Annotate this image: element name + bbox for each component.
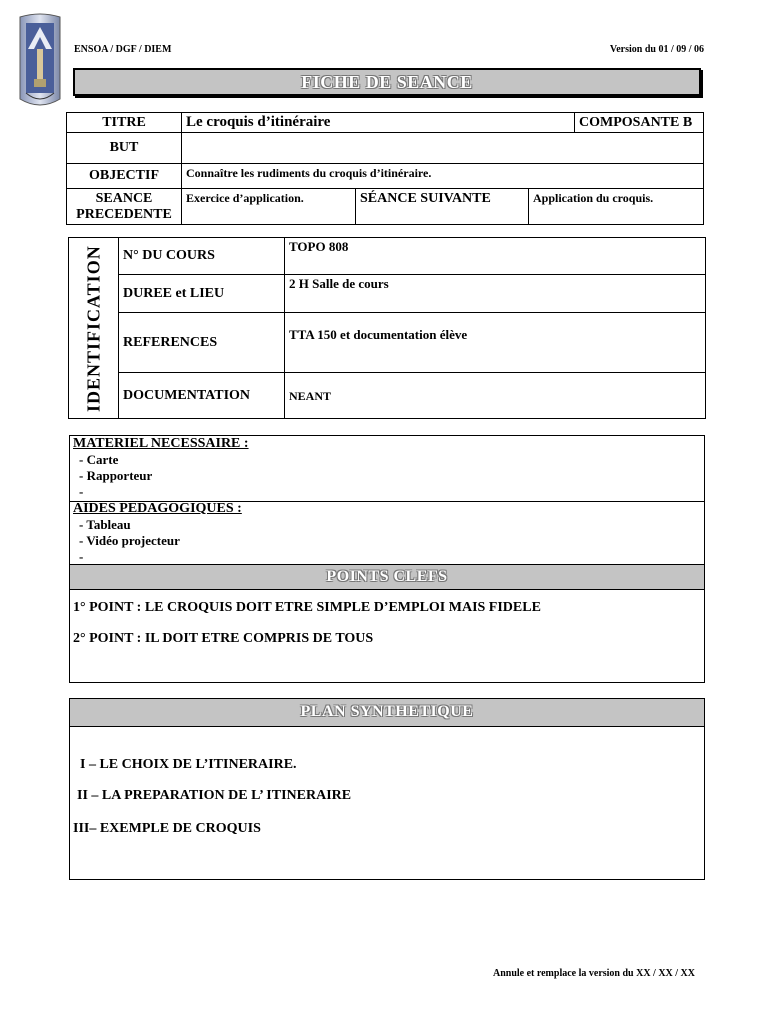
- materiel-item: - Rapporteur: [79, 468, 153, 483]
- seance-precedente-label-2: PRECEDENTE: [76, 206, 172, 222]
- plan-heading: PLAN SYNTHETIQUE: [70, 699, 704, 727]
- materiel-heading: MATERIEL NECESSAIRE :: [73, 436, 249, 451]
- composante-label: COMPOSANTE B: [575, 113, 704, 133]
- plan-item: I – LE CHOIX DE L’ITINERAIRE.: [80, 757, 297, 772]
- header-version: Version du 01 / 09 / 06: [609, 44, 704, 55]
- materiel-item: -: [79, 484, 84, 499]
- seance-precedente-value: Exercice d’application.: [182, 189, 356, 225]
- aides-item: -: [79, 549, 84, 564]
- header-left: ENSOA / DGF / DIEM: [74, 44, 172, 55]
- seance-precedente-label-1: SEANCE: [95, 190, 153, 206]
- but-label: BUT: [67, 133, 182, 164]
- seance-precedente-label: [67, 189, 182, 225]
- materiel-aides-points-box: [69, 435, 705, 683]
- documentation-label: DOCUMENTATION: [119, 373, 285, 419]
- aides-item: - Tableau: [79, 517, 131, 532]
- aides-item: - Vidéo projecteur: [79, 533, 180, 548]
- footer-note: Annule et remplace la version du XX / XX / XX: [492, 968, 695, 979]
- references-label: REFERENCES: [119, 313, 285, 373]
- point-2: 2° POINT : IL DOIT ETRE COMPRIS DE TOUS: [73, 631, 374, 646]
- but-value: [182, 133, 704, 164]
- titre-label: TITRE: [67, 113, 182, 133]
- objectif-value: Connaître les rudiments du croquis d’itinéraire.: [182, 164, 704, 189]
- aides-heading: AIDES PEDAGOGIQUES :: [73, 501, 242, 516]
- titre-value: Le croquis d’itinéraire: [182, 113, 575, 133]
- page-title: FICHE DE SEANCE: [73, 68, 701, 96]
- identification-table: [68, 237, 706, 419]
- references-value: TTA 150 et documentation élève: [285, 313, 706, 373]
- cours-label: N° DU COURS: [119, 238, 285, 275]
- insignia-icon: [18, 13, 62, 109]
- plan-item: III– EXEMPLE DE CROQUIS: [73, 821, 261, 836]
- seance-table: [66, 112, 704, 225]
- seance-suivante-label: SÉANCE SUIVANTE: [356, 189, 529, 225]
- point-1: 1° POINT : LE CROQUIS DOIT ETRE SIMPLE D’EMPLOI MAIS FIDELE: [73, 600, 541, 615]
- documentation-value: NEANT: [285, 373, 706, 419]
- points-clefs-heading: POINTS CLEFS: [70, 564, 704, 590]
- objectif-label: OBJECTIF: [67, 164, 182, 189]
- materiel-item: - Carte: [79, 452, 119, 467]
- plan-item: II – LA PREPARATION DE L’ ITINERAIRE: [77, 788, 352, 803]
- seance-suivante-value: Application du croquis.: [529, 189, 704, 225]
- plan-box: [69, 698, 705, 880]
- duree-value: 2 H Salle de cours: [285, 275, 706, 313]
- cours-value: TOPO 808: [285, 238, 706, 275]
- duree-label: DUREE et LIEU: [119, 275, 285, 313]
- identification-side-label: IDENTIFICATION: [69, 238, 119, 419]
